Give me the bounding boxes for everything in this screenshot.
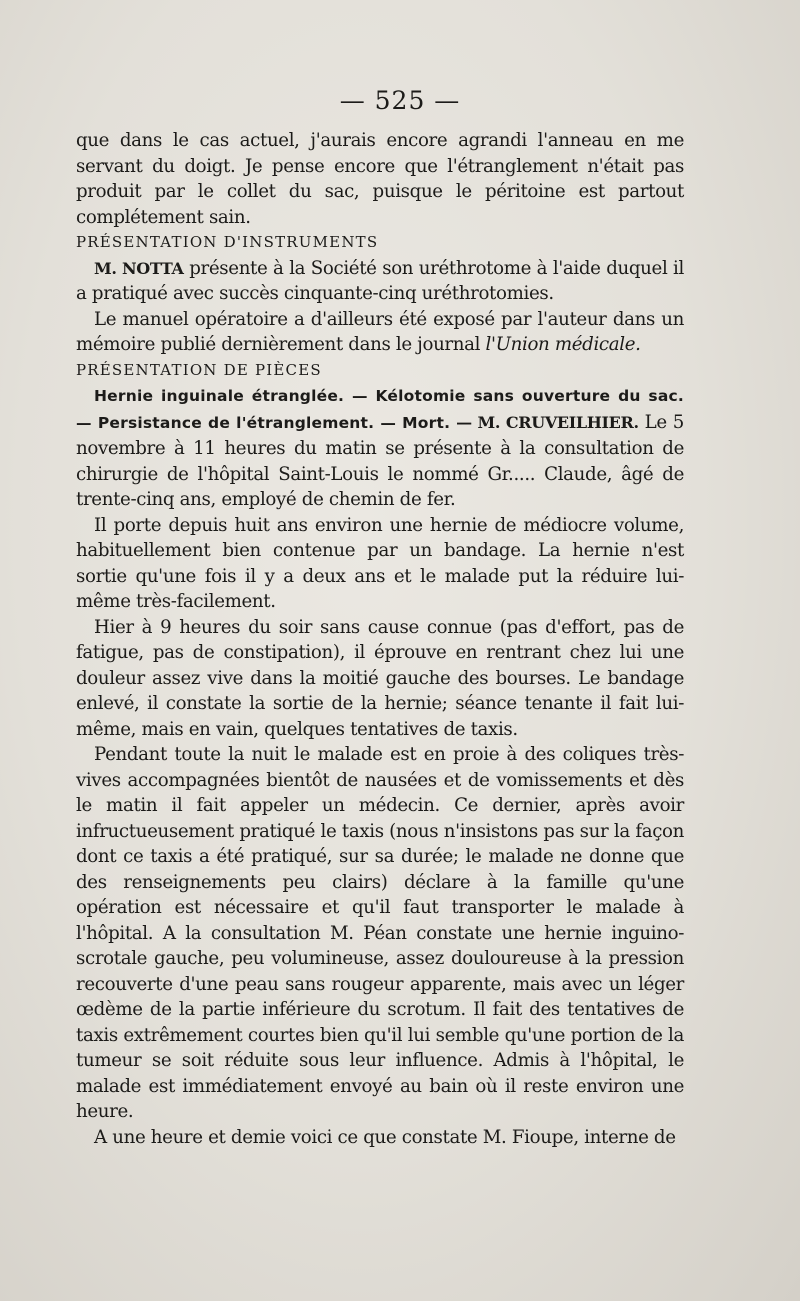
notta-text: présente à la Société son uréthrotome à l'aide duquel il a pratiqué avec succès cinquante-cinq uréthrotomies. bbox=[76, 257, 684, 304]
intro-paragraph: que dans le cas actuel, j'aurais encore agrandi l'anneau en me servant du doigt. Je pense encore que l'étranglement n'était pas produit par le collet du sac, puisque le péritoine est partout complétement sain. bbox=[76, 130, 684, 228]
manuel-paragraph bbox=[76, 307, 684, 358]
section-heading-pieces: PRÉSENTATION DE PIÈCES bbox=[76, 360, 322, 379]
journal-name: l'Union médicale. bbox=[485, 334, 641, 355]
case-title: Hernie inguinale étranglée. — Kélotomie sans ouverture du sac. — Persistance de l'étranglement. — Mort. bbox=[76, 387, 684, 432]
manuel-text: Le manuel opératoire a d'ailleurs été exposé par l'auteur dans un mémoire publié dernièrement dans le journal bbox=[76, 308, 684, 355]
case-intro-text: Le 5 novembre à 11 heures du matin se présente à la consultation de chirurgie de l'hôpital Saint-Louis le nommé Gr..... Claude, âgé de trente-cinq ans, employé de chemin de fer. bbox=[76, 411, 684, 510]
author-notta: M. NOTTA bbox=[94, 258, 184, 278]
case-paragraph bbox=[76, 383, 684, 513]
section-heading-instruments: PRÉSENTATION D'INSTRUMENTS bbox=[76, 233, 379, 251]
page-body bbox=[76, 128, 684, 1150]
final-paragraph: A une heure et demie voici ce que constate M. Fioupe, interne de bbox=[94, 1126, 676, 1148]
page-number: — 525 — bbox=[339, 86, 461, 115]
onset-paragraph: Hier à 9 heures du soir sans cause connue (pas d'effort, pas de fatigue, pas de constipation), il éprouve en rentrant chez lui une douleur assez vive dans la moitié gauche des bourses. Le bandage enlevé, il constate la sortie de la hernie; séance tenante il fait lui-même, mais en vain, quelques tentatives de taxis. bbox=[76, 616, 684, 740]
history-paragraph: Il porte depuis huit ans environ une hernie de médiocre volume, habituellement bien contenue par un bandage. La hernie n'est sortie qu'une fois il y a deux ans et le malade put la réduire lui-même très-facilement. bbox=[76, 514, 684, 612]
night-paragraph: Pendant toute la nuit le malade est en proie à des coliques très-vives accompagnées bientôt de nausées et de vomissements et dès le matin il fait appeler un médecin. Ce dernier, après avoir infructueusement pratiqué le taxis (nous n'insistons pas sur la façon dont ce taxis a été pratiqué, sur sa durée; le malade ne donne que des renseignements peu clairs) déclare à la famille qu'une opération est nécessaire et qu'il faut transporter le malade à l'hôpital. A la consultation M. Péan constate une hernie inguino-scrotale gauche, peu volumineuse, assez douloureuse à la pression recouverte d'une peau sans rougeur apparente, mais avec un léger œdème de la partie inférieure du scrotum. Il fait des tentatives de taxis extrêmement courtes bien qu'il lui semble qu'une portion de la tumeur se soit réduite sous leur influence. Admis à l'hôpital, le malade est immédiatement envoyé au bain où il reste environ une heure. bbox=[76, 744, 684, 1122]
author-cruveilhier: — M. CRUVEILHIER. bbox=[456, 412, 639, 432]
notta-paragraph bbox=[76, 256, 684, 307]
